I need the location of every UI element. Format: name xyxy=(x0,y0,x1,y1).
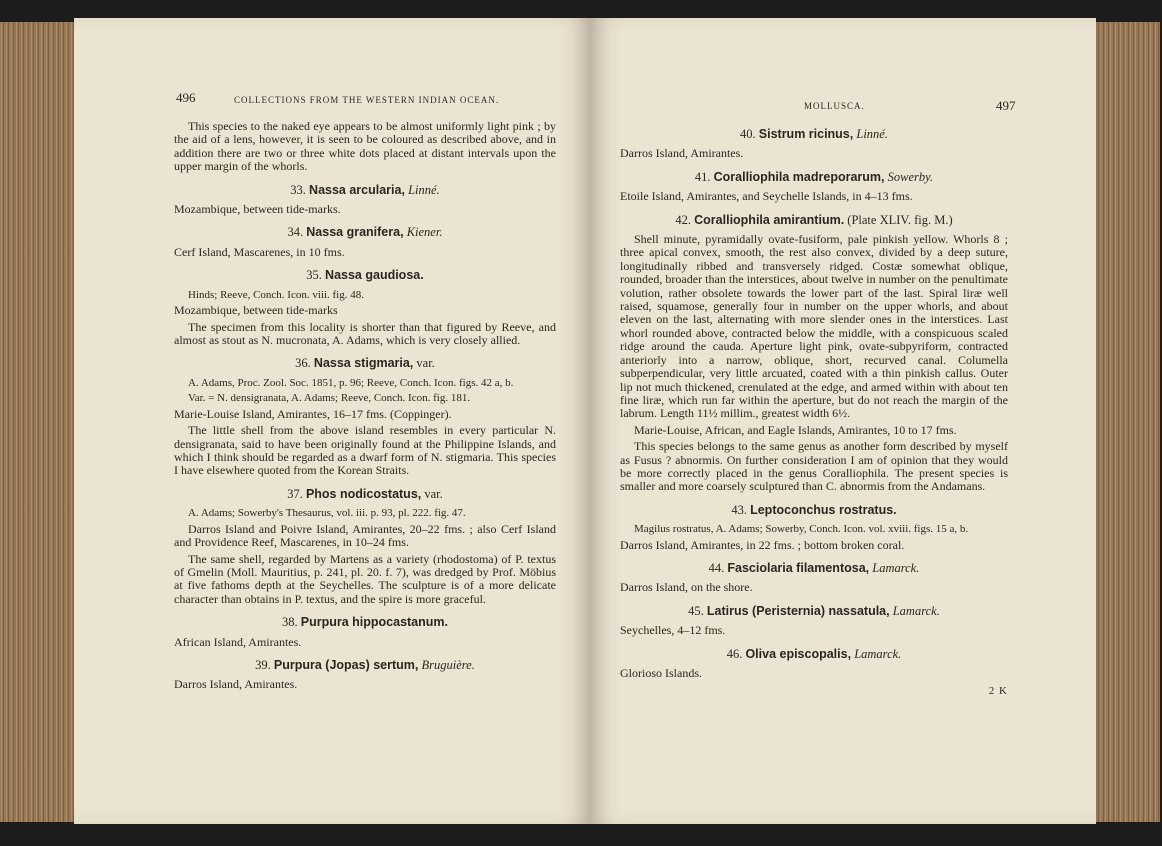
reference: A. Adams, Proc. Zool. Soc. 1851, p. 96; Reeve, Conch. Icon. figs. 42 a, b. xyxy=(188,376,514,389)
locality: Darros Island and Poivre Island, Amirantes, 20–22 fms. ; also Cerf Island and Providence Reef, Mascarenes, in 10–24 fms. xyxy=(174,521,556,550)
running-head: MOLLUSCA. xyxy=(804,101,865,111)
right-page xyxy=(590,18,1096,824)
text-column xyxy=(174,120,556,695)
description: Shell minute, pyramidally ovate-fusiform, pale pinkish yellow. Whorls 8 ; three apical convex, smooth, the rest also convex, divided by a deep suture, longitudinally ribbed and transversely ridged. Costæ somewhat oblique, rounded, broader than the interstices, about twelve in number on the penultimate volution, rather obsolete towards the lower part of the last. Spiral liræ well raised, squamose, generally four in number on the upper whorls, and about eleven on the last, alternating with more slender ones in the interstices. Last whorl rounded above, contracted below the middle, with a conspicuous scaled ridge around the cauda. Aperture light pink, ovate-subpyriform, contracted anteriorly into a narrow, oblique, short, recurved canal. Columella subperpendicular, very little arcuated, coated with a thin pinkish callus. Outer lip not much thickened, crenulated at the edge, and armed within with about ten fine liræ, which run far within the aperture, but do not reach the margin of the labrum. Length 11½ millim., greatest width 6½. xyxy=(620,232,1008,421)
remark: The same shell, regarded by Martens as a variety (rhodostoma) of P. textus of Gmelin (Moll. Mauritius, p. 241, pl. 20. f. 7), was dredged by Prof. Möbius at five fathoms depth at the Seychelles. The sculpture is of a more delicate character than obtains in P. textus, and the spire is more graceful. xyxy=(174,551,556,606)
species-heading-42: 42. Coralliophila amirantium. (Plate XLIV. fig. M.) xyxy=(675,212,953,227)
locality: Seychelles, 4–12 fms. xyxy=(620,623,726,638)
locality: Darros Island, Amirantes. xyxy=(620,146,744,161)
locality: Marie-Louise Island, Amirantes, 16–17 fms. (Coppinger). xyxy=(174,406,452,421)
species-heading-44: 44. Fasciolaria filamentosa, Lamarck. xyxy=(708,561,920,576)
locality: African Island, Amirantes. xyxy=(174,634,302,649)
remark: The little shell from the above island resembles in every particular N. densigranata, said to have been originally found at the Philippine Islands, and which I think should be regarded as a dwarf form of N. stigmaria. This species I have elsewhere quoted from the Korean Straits. xyxy=(174,423,556,478)
reference: A. Adams; Sowerby's Thesaurus, vol. iii. p. 93, pl. 222. fig. 47. xyxy=(188,507,466,520)
species-heading-35: 35. Nassa gaudiosa. xyxy=(306,268,424,283)
remark: The specimen from this locality is shorter than that figured by Reeve, and almost as stout as N. mucronata, A. Adams, which is very closely allied. xyxy=(174,319,556,347)
locality: Glorioso Islands. xyxy=(620,666,702,681)
remark: This species belongs to the same genus as another form described by myself as Fusus ? abnormis. On further consideration I am of opinion that they would be more correctly placed in the genus Coralliophila. The present species is smaller and more coarsely sculptured than C. abnormis from the Andamans. xyxy=(620,439,1008,494)
locality: Mozambique, between tide-marks. xyxy=(174,202,341,217)
species-heading-33: 33. Nassa arcularia, Linné. xyxy=(290,182,440,197)
locality: Etoile Island, Amirantes, and Seychelle Islands, in 4–13 fms. xyxy=(620,189,913,204)
running-head: COLLECTIONS FROM THE WESTERN INDIAN OCEAN. xyxy=(234,95,500,105)
species-heading-39: 39. Purpura (Jopas) sertum, Bruguière. xyxy=(255,657,475,672)
species-heading-43: 43. Leptoconchus rostratus. xyxy=(731,502,897,517)
left-page xyxy=(74,18,590,824)
locality: Darros Island, Amirantes, in 22 fms. ; bottom broken coral. xyxy=(620,537,905,552)
locality: Mozambique, between tide-marks xyxy=(174,303,338,318)
page-edges-left xyxy=(0,22,80,822)
locality: Darros Island, Amirantes. xyxy=(174,677,298,692)
page-number: 496 xyxy=(176,90,196,105)
page-number: 497 xyxy=(996,98,1016,113)
intro-paragraph: This species to the naked eye appears to be almost uniformly light pink ; by the aid of a lens, however, it is seen to be coloured as described above, and in addition there are two or three white dots placed at distant intervals upon the upper margin of the whorls. xyxy=(174,119,556,174)
species-heading-41: 41. Coralliophila madreporarum, Sowerby. xyxy=(694,169,934,184)
reference: Hinds; Reeve, Conch. Icon. viii. fig. 48. xyxy=(188,288,364,301)
species-heading-45: 45. Latirus (Peristernia) nassatula, Lamarck. xyxy=(688,603,940,618)
reference: Var. = N. densigranata, A. Adams; Reeve, Conch. Icon. fig. 181. xyxy=(188,392,471,405)
locality: Cerf Island, Mascarenes, in 10 fms. xyxy=(174,244,345,259)
locality: Marie-Louise, African, and Eagle Islands, Amirantes, 10 to 17 fms. xyxy=(634,422,957,437)
species-heading-37: 37. Phos nodicostatus, var. xyxy=(287,486,443,501)
species-heading-34: 34. Nassa granifera, Kiener. xyxy=(287,225,443,240)
species-heading-38: 38. Purpura hippocastanum. xyxy=(282,615,448,630)
text-column xyxy=(620,128,1008,698)
reference: Magilus rostratus, A. Adams; Sowerby, Conch. Icon. vol. xviii. figs. 15 a, b. xyxy=(634,523,969,536)
species-heading-36: 36. Nassa stigmaria, var. xyxy=(295,356,435,371)
signature-mark: 2 K xyxy=(988,684,1008,697)
species-heading-40: 40. Sistrum ricinus, Linné. xyxy=(740,127,888,141)
species-heading-46: 46. Oliva episcopalis, Lamarck. xyxy=(726,646,902,661)
locality: Darros Island, on the shore. xyxy=(620,580,753,595)
